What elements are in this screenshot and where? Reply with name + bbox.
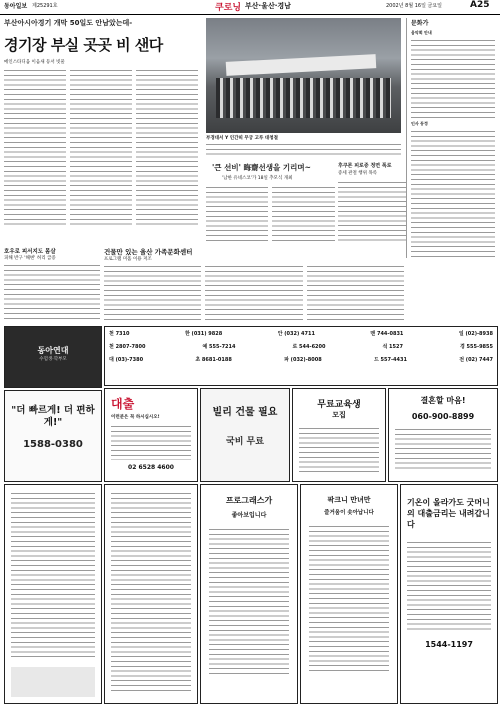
lead-kicker: 부산아시아경기 개막 50일도 안남았는데- <box>4 19 133 27</box>
money-ad-title: 기온이 올라가도 굿머니의 대출금리는 내려갑니다 <box>407 498 490 529</box>
bottom-mid-title: 건물만 있는 울산 가족문화센터 <box>104 248 193 256</box>
donga-ad <box>4 326 102 388</box>
donga-ad-sub: 수험생·학부모 <box>39 357 67 362</box>
photo-caption-body <box>206 142 401 156</box>
feature-body-col-2 <box>272 185 334 243</box>
issue-number: 제25291호 <box>32 3 58 9</box>
people-item-1: 음악회 안내 <box>411 30 432 35</box>
classified-entry: 천 2807-7800 <box>109 344 146 350</box>
classified-grid <box>104 326 498 386</box>
donga-ad-title: 동아연대 <box>37 346 69 355</box>
classified-entry: 로 544-6200 <box>292 344 326 350</box>
bottom-mid-col-3 <box>307 264 404 322</box>
classified-entry: 초 8681-0188 <box>195 357 232 363</box>
classified-entry: 드 557-4431 <box>373 357 407 363</box>
classified-entry: 맨 744-0831 <box>370 331 404 337</box>
loan-ad-phone: 02 6528 4600 <box>128 464 174 471</box>
lead-body-col-2 <box>70 68 132 228</box>
feature-subtitle: '남한 유네스코'가 18일 추모식 개최 <box>222 176 293 181</box>
feature-title: '큰 선비' 晦齋선생을 기리며~ <box>212 163 311 172</box>
classified-entry: 전 (02) 7447 <box>459 357 493 363</box>
bottom-left-title: 호우로 피서지도 몸살 <box>4 249 56 255</box>
people-title: 문화가 <box>411 20 429 27</box>
wedding-ad-title: 결혼할 마음! <box>420 396 466 405</box>
edu-ad-title: 무료교육생 <box>317 400 361 410</box>
bottom-mid-col-2 <box>205 264 302 322</box>
people-column <box>406 18 499 258</box>
classified-entry: 경 555-9855 <box>459 344 493 350</box>
newspaper-name: 동아일보 <box>4 3 28 10</box>
edu-ad <box>292 388 386 482</box>
classified-entry: 한 (031) 9828 <box>184 331 223 337</box>
loan-ad-title: 대출 <box>111 397 135 411</box>
loan-ad-sub: 이런분은 꼭 하시십시오! <box>111 415 160 420</box>
side-story-body <box>338 180 406 243</box>
pick-ad <box>300 484 398 704</box>
fast-ad-title: "더 빠르게! 더 편하게!" <box>11 405 95 428</box>
lead-body-col-1 <box>4 68 66 228</box>
money-ad-phone: 1544-1197 <box>425 640 473 649</box>
side-story-title: 후쿠론 피로증 정면 폭로 <box>338 163 392 169</box>
classified-entry: 안 (032) 4711 <box>277 331 315 337</box>
section-name: 부산·울산·경남 <box>245 2 291 10</box>
news-photo <box>206 18 401 133</box>
pick-ad-title: 팍크니 만녀만 <box>327 496 371 504</box>
lead-byline: 메인스타디움 이음새 등서 빗물 <box>4 60 65 65</box>
page-number: A25 <box>470 0 490 10</box>
page-header <box>0 0 500 15</box>
bottom-left-story <box>4 247 100 322</box>
promo-ad-body <box>209 527 289 677</box>
photo-caption: 부경대서 Y 인간띠 무궁 고루 대청절 <box>206 136 278 141</box>
bottom-left-subtitle: 피해 반구 '해변' 허리 급증 <box>4 256 56 261</box>
promo-ad-sub: 좋아보입니다 <box>231 512 267 519</box>
people-body-2 <box>411 129 495 259</box>
edu-ad-body <box>299 426 379 472</box>
promo-ad-title: 프로그래스가 <box>225 496 273 505</box>
bottom-mid-story <box>104 247 404 322</box>
classified-entry: 일 (02)-8938 <box>458 331 493 337</box>
wedding-ad <box>388 388 498 482</box>
fast-ad-phone: 1588-0380 <box>23 439 83 450</box>
wedding-ad-body <box>395 427 491 471</box>
classified-entry: 예 555-7214 <box>202 344 236 350</box>
lower-ad-1 <box>104 484 198 704</box>
classified-entry: 석 1527 <box>382 344 403 350</box>
wedding-ad-phone: 060-900-8899 <box>411 412 475 421</box>
issue-date: 2002년 8월 16일 금요일 <box>386 3 443 9</box>
left-bottom-ad <box>4 484 102 704</box>
people-item-2: 인사 동정 <box>411 121 428 126</box>
promo-ad <box>200 484 298 704</box>
money-ad <box>400 484 498 704</box>
people-body-1 <box>411 38 495 118</box>
lead-body-col-3 <box>136 68 198 228</box>
lower-ad-1-body <box>111 491 191 691</box>
loan-ad-body <box>111 424 191 460</box>
rent-ad <box>200 388 290 482</box>
side-story-subtitle: 증세 관철 행위 목록 <box>338 171 378 176</box>
classified-row-1 <box>105 327 497 340</box>
bottom-left-body <box>4 263 100 321</box>
bottom-mid-subtitle: 프로그램 미흡 이용 저조 <box>104 257 152 262</box>
classified-entry: 천 7310 <box>109 331 130 337</box>
pick-ad-sub: 즐거움이 솟아납니다 <box>324 510 374 516</box>
classified-entry: 대 (03)-7380 <box>109 357 144 363</box>
money-ad-body <box>407 540 491 630</box>
rent-ad-sub: 국비 무료 <box>226 437 264 447</box>
bottom-mid-col-1 <box>104 264 201 322</box>
rent-ad-title: 빌리 건물 필요 <box>212 407 278 418</box>
left-bottom-ad-body <box>11 491 95 661</box>
edu-ad-sub: 모집 <box>332 411 346 419</box>
lead-headline: 경기장 부실 곳곳 비 샌다 <box>4 36 163 54</box>
fast-ad <box>4 390 102 482</box>
loan-ad <box>104 388 198 482</box>
lead-story <box>4 18 200 243</box>
section-brand: 쿠로닝 <box>215 3 242 13</box>
classified-row-2 <box>105 340 497 353</box>
feature-body-col-1 <box>206 185 268 243</box>
classified-entry: 파 (032)-8008 <box>284 357 322 363</box>
classified-row-3 <box>105 353 497 366</box>
pick-ad-body <box>309 524 389 674</box>
